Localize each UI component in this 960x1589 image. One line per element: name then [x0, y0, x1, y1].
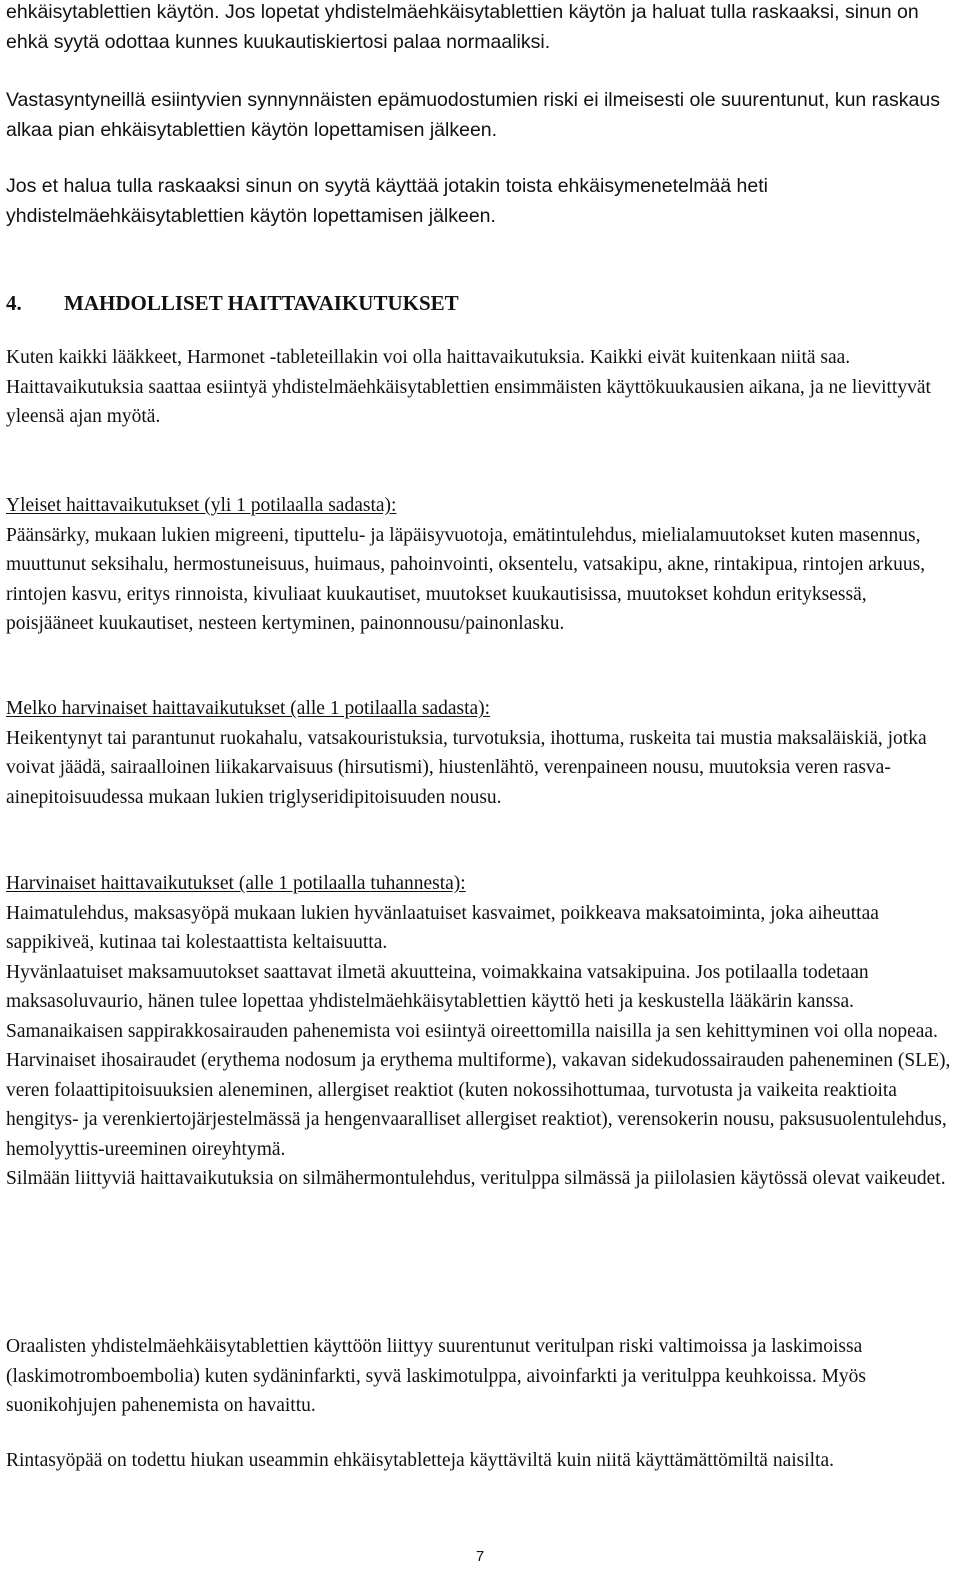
- rare-effect-item: Silmään liittyviä haittavaikutuksia on silmähermontulehdus, veritulppa silmässä ja piilolasien käytössä olevat vaikeudet.: [6, 1168, 946, 1189]
- uncommon-effects-heading: Melko harvinaiset haittavaikutukset (alle 1 potilaalla sadasta):: [6, 698, 491, 719]
- rare-effect-item: Harvinaiset ihosairaudet (erythema nodosum ja erythema multiforme), vakavan sidekudossairauden paheneminen (SLE), veren folaattipitoisuuksien aleneminen, allergiset reaktiot (kuten nokossihottumaa, turvotusta ja vaikeita reaktioita hengitys- ja verenkiertojärjestelmässä ja hengenvaaralliset allergiset reaktiot), verensokerin nousu, paksusuolentulehdus, hemolyyttis-ureeminen oireyhtymä.: [6, 1050, 951, 1160]
- common-effects-block: [6, 491, 951, 639]
- rare-effect-item: Haimatulehdus, maksasyöpä mukaan lukien hyvänlaatuiset kasvaimet, poikkeava maksatoiminta, joka aiheuttaa sappikiveä, kutinaa tai kolestaattista keltaisuutta.: [6, 902, 879, 953]
- uncommon-effects-block: [6, 694, 951, 812]
- uncommon-effects-text: Heikentynyt tai parantunut ruokahalu, vatsakouristuksia, turvotuksia, ihottuma, ruskeita tai mustia maksaläiskiä, jotka voivat jäädä, sairaalloinen liikakarvaisuus (hirsutismi), hiustenlähtö, verenpaineen nousu, muutoksia veren rasva-ainepitoisuudessa mukaan lukien triglyseridipitoisuuden nousu.: [6, 727, 927, 808]
- common-effects-text: Päänsärky, mukaan lukien migreeni, tiputtelu- ja läpäisyvuotoja, emätintulehdus, mielialamuutokset kuten masennus, muuttunut seksihalu, hermostuneisuus, huimaus, pahoinvointi, oksentelu, vatsakipu, akne, rintakipua, rintojen arkuus, rintojen kasvu, eritys rinnoista, kivuliaat kuukautiset, muutokset kuukautisissa, muutokset kohdun erityksessä, poisjääneet kuukautiset, nesteen kertyminen, painonnousu/painonlasku.: [6, 524, 926, 634]
- rare-effects-heading: Harvinaiset haittavaikutukset (alle 1 potilaalla tuhannesta):: [6, 873, 466, 894]
- paragraph-birth-defects: Vastasyntyneillä esiintyvien synnynnäisten epämuodostumien riski ei ilmeisesti ole suurentunut, kun raskaus alkaa pian ehkäisytablettien käytön lopettamisen jälkeen.: [6, 89, 940, 141]
- section-heading: [6, 288, 459, 318]
- rare-effects-block: [6, 869, 951, 1194]
- section-title: MAHDOLLISET HAITTAVAIKUTUKSET: [64, 291, 459, 315]
- intro-block: [6, 343, 951, 432]
- paragraph-thrombosis-risk: Oraalisten yhdistelmäehkäisytablettien käyttöön liittyy suurentunut veritulpan riski valtimoissa ja laskimoissa (laskimotromboembolia) kuten sydäninfarkti, syvä laskimotulppa, aivoinfarkti ja veritulppa keuhkoissa. Myös suonikohjujen pahenemista on havaittu.: [6, 1336, 866, 1416]
- section-number: 4.: [6, 291, 22, 315]
- paragraph-breast-cancer: Rintasyöpää on todettu hiukan useammin ehkäisytabletteja käyttäviltä kuin niitä käyttämättömiltä naisilta.: [6, 1450, 835, 1471]
- intro-line-1: Kuten kaikki lääkkeet, Harmonet -tableteillakin voi olla haittavaikutuksia. Kaikki eivät kuitenkaan niitä saa.: [6, 347, 851, 368]
- rare-effect-item: Samanaikaisen sappirakkosairauden pahenemista voi esiintyä oireettomilla naisilla ja sen kehittyminen voi olla nopeaa.: [6, 1020, 938, 1042]
- intro-line-2: Haittavaikutuksia saattaa esiintyä yhdistelmäehkäisytablettien ensimmäisten käyttökuukausien aikana, ja ne lievittyvät yleensä ajan myötä.: [6, 376, 931, 427]
- common-effects-heading: Yleiset haittavaikutukset (yli 1 potilaalla sadasta):: [6, 495, 397, 516]
- paragraph-pregnancy-return: ehkäisytablettien käytön. Jos lopetat yhdistelmäehkäisytablettien käytön ja haluat tulla raskaaksi, sinun on ehkä syytä odottaa kunnes kuukautiskiertosi palaa normaaliksi.: [6, 1, 919, 53]
- page-number: 7: [475, 1548, 485, 1565]
- rare-effect-item: Hyvänlaatuiset maksamuutokset saattavat ilmetä akuutteina, voimakkaina vatsakipuina. Jos potilaalla todetaan maksasoluvaurio, hänen tulee lopettaa yhdistelmäehkäisytablettien käyttö heti ja keskustella lääkärin kanssa.: [6, 961, 869, 1012]
- paragraph-other-contraception: Jos et halua tulla raskaaksi sinun on syytä käyttää jotakin toista ehkäisymenetelmää heti yhdistelmäehkäisytablettien käytön lopettamisen jälkeen.: [6, 175, 768, 227]
